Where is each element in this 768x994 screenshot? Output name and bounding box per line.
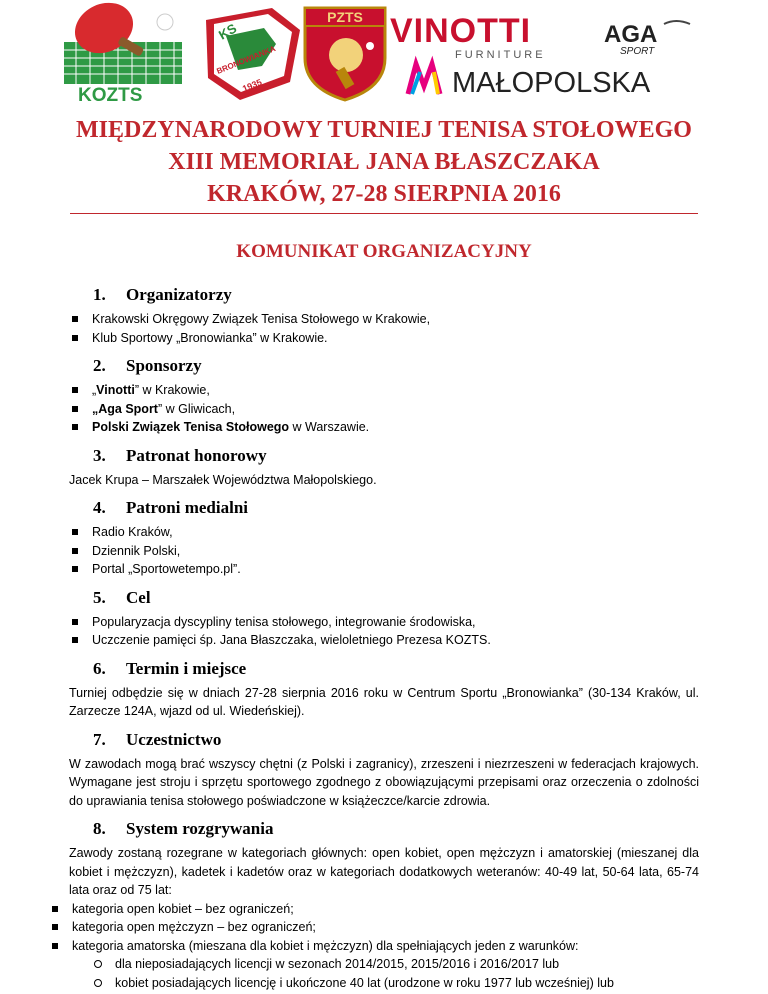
section-title: Sponsorzy: [126, 356, 202, 375]
section-title: System rozgrywania: [126, 819, 274, 838]
sponsor-open-quote: „: [92, 383, 97, 397]
aga-text: AGA: [604, 21, 658, 48]
document-body: [69, 276, 699, 992]
list-item: [69, 418, 699, 437]
section-number: 8.: [93, 819, 106, 838]
section-number: 5.: [93, 587, 106, 607]
pzts-text: PZTS: [327, 9, 363, 25]
goals-list: [69, 613, 699, 650]
list-item: kategoria open kobiet – bez ograniczeń;: [49, 900, 699, 919]
amateur-conditions-list: [69, 955, 699, 992]
list-item: Krakowski Okręgowy Związek Tenisa Stołowego w Krakowie,: [69, 310, 699, 329]
list-item: Portal „Sportowetempo.pl”.: [69, 560, 699, 579]
section-heading-sponsorzy: [69, 355, 699, 377]
title-line-2: XIII MEMORIAŁ JANA BŁASZCZAKA: [168, 149, 600, 175]
furniture-text: FURNITURE: [455, 49, 546, 61]
vinotti-logo: [390, 12, 546, 61]
section-heading-uczestnictwo: [69, 729, 699, 751]
list-item: kategoria open mężczyzn – bez ograniczeń;: [49, 918, 699, 937]
section-number: 3.: [93, 445, 106, 465]
sponsors-list: [69, 381, 699, 437]
list-item: Klub Sportowy „Bronowianka” w Krakowie.: [69, 329, 699, 348]
system-text: Zawody zostaną rozegrane w kategoriach głównych: open kobiet, open mężczyzn i amatorskiej (mieszanej dla kobiet i mężczyzn), kadetek i kadetów oraz w kategoriach dodatkowych weteranów: 40-49 lat, 50-64 lata, 65-74 lata oraz od 75 lat:: [69, 846, 699, 897]
section-heading-organizatorzy: [69, 284, 699, 306]
list-item: Radio Kraków,: [69, 523, 699, 542]
kozts-logo: [64, 0, 182, 105]
section-number: 4.: [93, 498, 106, 517]
sponsor-name: Vinotti: [96, 383, 135, 397]
categories-list: [49, 900, 699, 956]
sport-text: SPORT: [620, 46, 655, 57]
list-item: Popularyzacja dyscypliny tenisa stołowego, integrowanie środowiska,: [69, 613, 699, 632]
media-patrons-list: [69, 523, 699, 579]
section-heading-termin: [69, 658, 699, 680]
bronowianka-text: BRONOWIANKA: [215, 44, 277, 76]
pzts-logo: [305, 8, 385, 100]
organizers-list: [69, 310, 699, 347]
section-heading-patroni-medialni: [69, 497, 699, 519]
sponsor-location: ” w Gliwicach,: [157, 401, 236, 416]
komunikat-heading: KOMUNIKAT ORGANIZACYJNY: [236, 241, 532, 262]
patronat-text: Jacek Krupa – Marszałek Województwa Małopolskiego.: [69, 472, 377, 487]
document-title: [70, 114, 698, 210]
list-item: Uczczenie pamięci śp. Jana Błaszczaka, wieloletniego Prezesa KOZTS.: [69, 631, 699, 650]
vinotti-text: VINOTTI: [390, 12, 532, 50]
section-title: Organizatorzy: [126, 285, 232, 304]
list-item: Dziennik Polski,: [69, 542, 699, 561]
section-heading-patronat: [69, 445, 699, 467]
section-number: 7.: [93, 729, 106, 749]
malopolska-logo: [408, 64, 651, 99]
list-item: [69, 400, 699, 419]
list-item: kobiet posiadających licencję i ukończone 40 lat (urodzone w roku 1977 lub wcześniej) lub: [93, 974, 699, 993]
title-divider: [70, 213, 698, 214]
termin-text: Turniej odbędzie się w dniach 27-28 sierpnia 2016 roku w Centrum Sportu „Bronowianka” (30-134 Kraków, ul. Zarzecze 124A, wjazd od ul. Wiedeńskiej).: [69, 685, 699, 718]
title-line-3: KRAKÓW, 27-28 SIERPNIA 2016: [207, 181, 561, 207]
section-title: Cel: [126, 587, 151, 607]
sponsor-location: w Warszawie.: [289, 420, 370, 434]
section-title: Patronat honorowy: [126, 445, 267, 465]
section-heading-cel: [69, 587, 699, 609]
year-text: 1935: [241, 77, 264, 94]
title-line-1: MIĘDZYNARODOWY TURNIEJ TENISA STOŁOWEGO: [76, 117, 692, 143]
list-item: [69, 381, 699, 400]
kozts-text: KOZTS: [78, 85, 143, 105]
section-number: 6.: [93, 658, 106, 678]
list-item: kategoria amatorska (mieszana dla kobiet i mężczyzn) dla spełniających jeden z warunków:: [49, 937, 699, 956]
section-title: Termin i miejsce: [126, 658, 247, 678]
bronowianka-logo: [206, 8, 300, 100]
section-title: Uczestnictwo: [126, 729, 222, 749]
section-number: 1.: [93, 285, 106, 304]
ks-text: KS: [216, 20, 240, 43]
list-item: dla nieposiadających licencji w sezonach 2014/2015, 2015/2016 i 2016/2017 lub: [93, 955, 699, 974]
section-heading-system: [69, 818, 699, 840]
sponsor-name: Polski Związek Tenisa Stołowego: [92, 420, 290, 434]
section-title: Patroni medialni: [126, 498, 248, 517]
sponsor-logos: [0, 0, 768, 105]
sponsor-name: „Aga Sport: [92, 401, 158, 416]
uczestnictwo-text: W zawodach mogą brać wszyscy chętni (z Polski i zagranicy), zrzeszeni i niezrzeszeni w federacjach krajowych. Wymagane jest stroju i sprzętu sportowego zgodnego z obowiązującymi przepisami oraz orzeczenia o zdolności do uprawiania tenisa stołowego poświadczone w książeczce/karcie zdrowia.: [69, 756, 699, 808]
malopolska-text: MAŁOPOLSKA: [452, 67, 651, 99]
section-number: 2.: [93, 356, 106, 375]
aga-sport-logo: [604, 21, 690, 57]
sponsor-location: ” w Krakowie,: [134, 383, 210, 397]
